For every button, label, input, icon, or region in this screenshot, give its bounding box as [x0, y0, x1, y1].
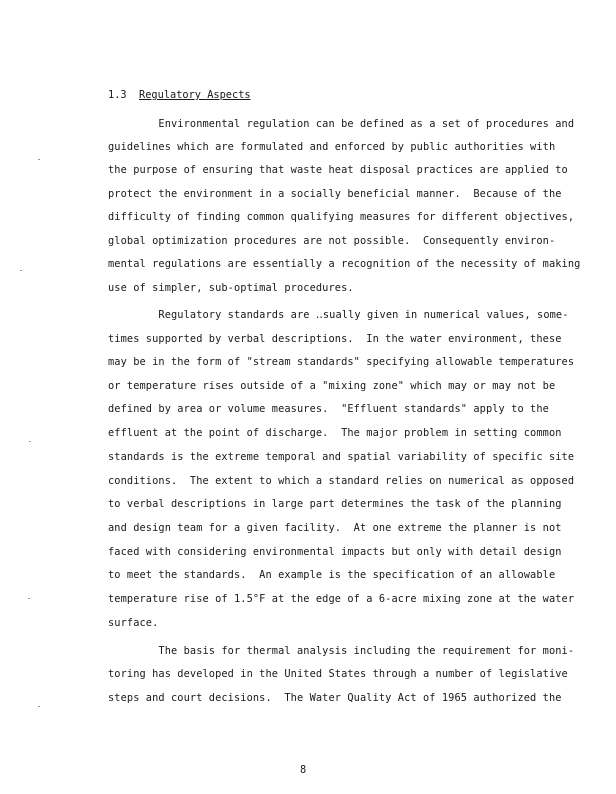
text-line: faced with considering environmental impacts but only with detail design [108, 546, 562, 558]
page-number: 8 [300, 764, 307, 776]
scan-speck [38, 159, 40, 160]
section-heading [108, 88, 251, 102]
section-title: Regulatory Aspects [139, 89, 251, 101]
text-line: guidelines which are formulated and enforced by public authorities with [108, 141, 556, 153]
text-line: The basis for thermal analysis including the requirement for moni- [108, 645, 575, 657]
scan-speck [38, 706, 40, 707]
text-line: standards is the extreme temporal and spatial variability of specific site [108, 451, 575, 463]
text-line: surface. [108, 617, 159, 629]
scan-speck [20, 270, 22, 271]
text-line: conditions. The extent to which a standard relies on numerical as opposed [108, 475, 575, 487]
scan-speck [29, 441, 31, 442]
text-line: to meet the standards. An example is the specification of an allowable [108, 569, 556, 581]
text-line: difficulty of finding common qualifying measures for different objectives, [108, 211, 575, 223]
text-line: Environmental regulation can be defined as a set of procedures and [108, 118, 575, 130]
text-line: to verbal descriptions in large part determines the task of the planning [108, 498, 562, 510]
text-line: protect the environment in a socially beneficial manner. Because of the [108, 188, 562, 200]
text-line: temperature rise of 1.5°F at the edge of a 6-acre mixing zone at the water [108, 593, 575, 605]
text-line: defined by area or volume measures. "Effluent standards" apply to the [108, 403, 549, 415]
text-line: toring has developed in the United States through a number of legislative [108, 668, 568, 680]
text-line: steps and court decisions. The Water Quality Act of 1965 authorized the [108, 692, 562, 704]
text-line: mental regulations are essentially a recognition of the necessity of making [108, 258, 581, 270]
text-line: times supported by verbal descriptions. In the water environment, these [108, 333, 562, 345]
section-number: 1.3 [108, 89, 127, 101]
text-line: use of simpler, sub-optimal procedures. [108, 282, 354, 294]
text-line: effluent at the point of discharge. The major problem in setting common [108, 427, 562, 439]
text-line: global optimization procedures are not possible. Consequently environ- [108, 235, 556, 247]
scan-speck [28, 598, 30, 599]
text-line: and design team for a given facility. At one extreme the planner is not [108, 522, 562, 534]
text-line: Regulatory standards are ‥sually given in numerical values, some- [108, 309, 569, 321]
text-line: may be in the form of "stream standards" specifying allowable temperatures [108, 356, 575, 368]
text-line: or temperature rises outside of a "mixing zone" which may or may not be [108, 380, 556, 392]
text-line: the purpose of ensuring that waste heat disposal practices are applied to [108, 164, 568, 176]
